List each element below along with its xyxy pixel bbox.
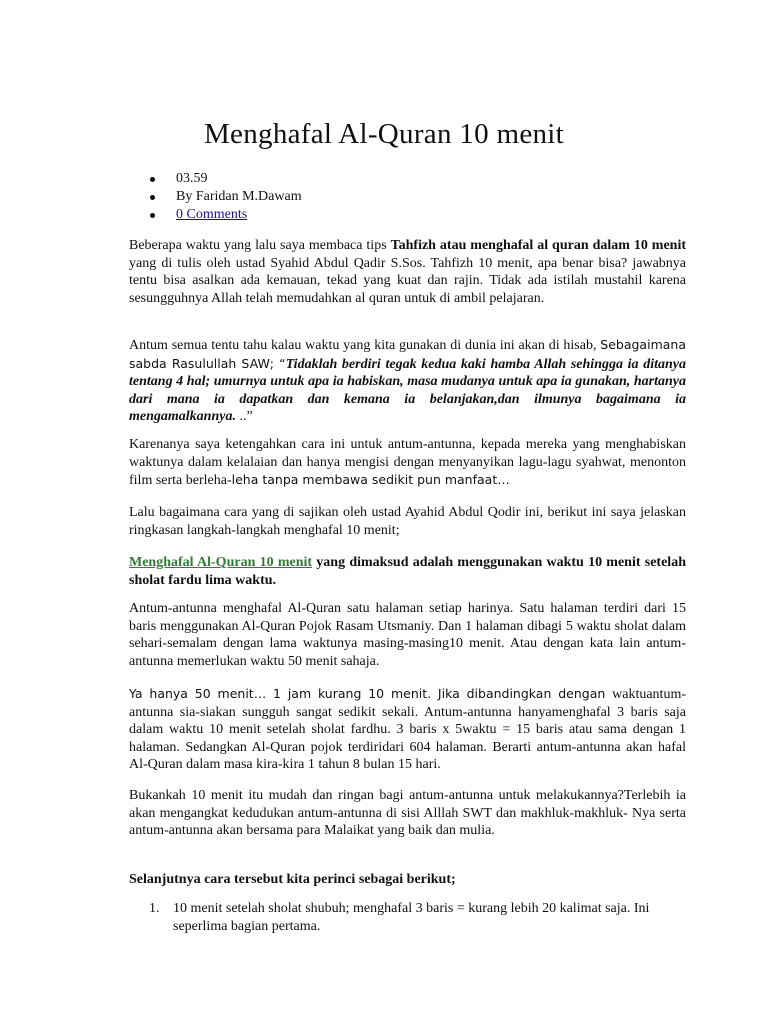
- steps-list: [129, 900, 686, 935]
- post-author: By Faridan M.Dawam: [176, 189, 302, 204]
- paragraph-2: [129, 336, 686, 426]
- post-meta: [176, 170, 302, 224]
- list-item: [129, 900, 686, 935]
- p2-text-a: Antum semua tentu tahu kalau waktu yang kita gunakan di dunia ini akan di hisab,: [129, 338, 601, 353]
- paragraph-6: Antum-antunna menghafal Al-Quran satu halaman setiap harinya. Satu halaman terdiri dari 15 baris menggunakan Al-Quran Pojok Rasam Utsmaniy. Dan 1 halaman dibagi 5 waktu sholat dalam sehari-semalam dengan lama waktunya masing-masing10 menit. Atau dengan kata lain antum-antunna memerlukan waktu 50 menit sahaja.: [129, 601, 686, 669]
- paragraph-9: Selanjutnya cara tersebut kita perinci sebagai berikut;: [129, 872, 456, 887]
- paragraph-3: [129, 436, 686, 490]
- paragraph-4: Lalu bagaimana cara yang di sajikan oleh ustad Ayahid Abdul Qodir ini, berikut ini saya jelaskan ringkasan langkah-langkah menghafal 10 menit;: [129, 505, 686, 538]
- p3-text-a: Karenanya saya ketengahkan cara ini untuk antum-antunna, kepada mereka yang menghabiskan waktunya dalam kelalaian dan hanya mengisi dengan menyanyikan lagu-lagu syahwat, menonton film serta berleha-: [129, 437, 686, 489]
- p2-text-d: ..”: [235, 409, 253, 425]
- p1-text-c: yang di tulis oleh ustad Syahid Abdul Qadir S.Sos. Tahfizh 10 menit, apa benar bisa? jawabnya tentu bisa asalkan ada kemauan, tekad yang kuat dan rajin. Tidak ada istilah mustahil karena sesungguhnya Allah telah memudahkan al quran untuk di ambil pelajaran.: [129, 255, 686, 306]
- paragraph-5: [129, 554, 686, 589]
- p1-text-a: Beberapa waktu yang lalu saya membaca tips: [129, 238, 391, 253]
- page-title: Menghafal Al-Quran 10 menit: [203, 118, 565, 150]
- paragraph-7: [129, 685, 686, 774]
- list-item-text: 10 menit setelah sholat shubuh; menghafal 3 baris = kurang lebih 20 kalimat saja. Ini seperlima bagian pertama.: [173, 901, 650, 934]
- comments-item: [176, 206, 302, 224]
- p7-text-b: waktuantum-antunna sia-siakan sungguh sangat sedikit sekali. Antum-antunna hanyamenghafal 3 baris saja dalam waktu 10 menit setelah sholat fardhu. 3 baris x 5waktu = 15 baris atau sama dengan 1 halaman. Sedangkan Al-Quran pojok terdiridari 604 halaman. Berarti antum-antunna akan hafal Al-Quran dalam masa kira-kira 1 tahun 8 bulan 15 hari.: [129, 687, 686, 773]
- p1-bold: Tahfizh atau menghafal al quran dalam 10 menit: [390, 238, 686, 253]
- p2-quote: Tidaklah berdiri tegak kedua kaki hamba Allah sehingga ia ditanya tentang 4 hal; umurnya untuk apa ia habiskan, masa mudanya untuk apa ia gunakan, hartanya dari mana ia dapatkan dan kemana ia belanjakan,dan ilmunya bagaimana ia mengamalkannya.: [129, 356, 686, 425]
- p7-text-a: Ya hanya 50 menit… 1 jam kurang 10 menit. Jika dibandingkan dengan: [129, 686, 613, 701]
- p2-text-b: Sebagaimana sabda Rasulullah SAW; “: [129, 337, 686, 371]
- paragraph-8: Bukankah 10 menit itu mudah dan ringan bagi antum-antunna untuk melakukannya?Terlebih ia akan mengangkat kedudukan antum-antunna di sisi Alllah SWT dan makhluk-makhluk- Nya serta antum-antunna akan bersama para Malaikat yang baik dan mulia.: [129, 788, 686, 839]
- paragraph-1: [129, 237, 686, 307]
- list-item-number: 1.: [149, 901, 160, 916]
- title-link[interactable]: Menghafal Al-Quran 10 menit: [129, 555, 313, 570]
- post-time: 03.59: [176, 170, 302, 188]
- comments-link[interactable]: 0 Comments: [176, 207, 248, 222]
- p5-text: yang dimaksud adalah menggunakan waktu 10 menit setelah sholat fardu lima waktu.: [129, 555, 686, 588]
- p3-text-b: leha tanpa membawa sedikit pun manfaat…: [231, 472, 510, 488]
